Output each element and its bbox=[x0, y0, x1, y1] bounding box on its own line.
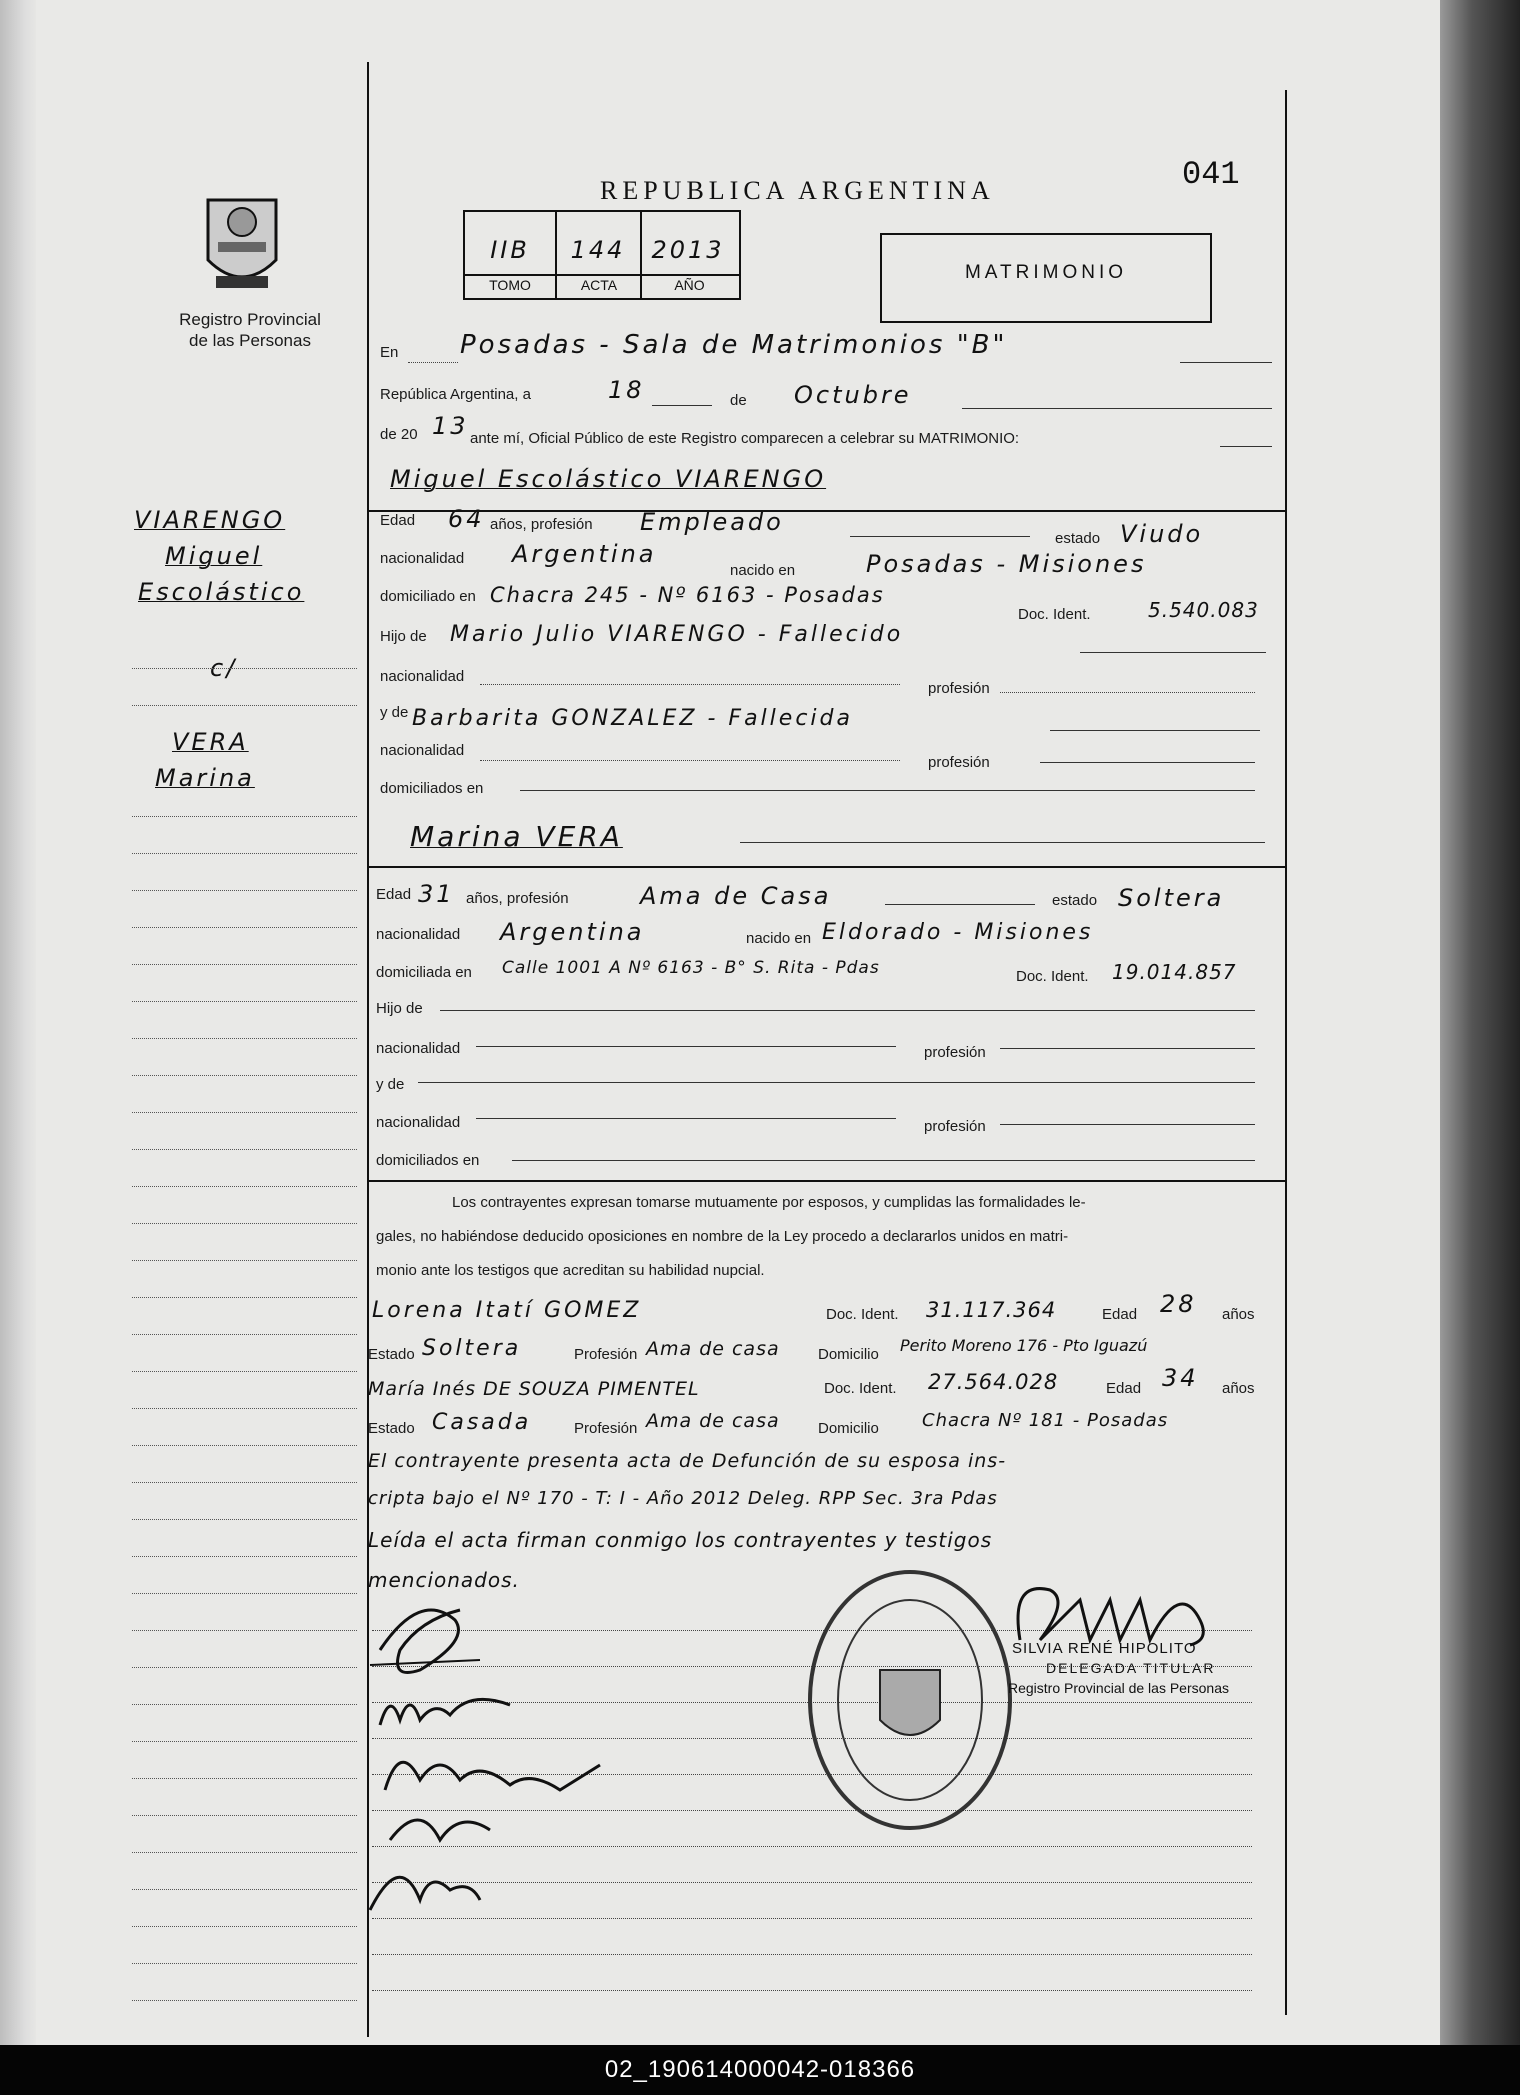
margin-rule bbox=[132, 1112, 357, 1113]
groom-edad-label: Edad bbox=[380, 512, 416, 529]
tomo-label: TOMO bbox=[489, 277, 531, 293]
bride-nacido: Eldorado - Misiones bbox=[822, 920, 1094, 945]
month: Octubre bbox=[794, 381, 912, 409]
year-prefix: de 20 bbox=[380, 426, 418, 443]
ante-text: ante mí, Oficial Público de este Registro comparecen a celebrar su MATRIMONIO: bbox=[470, 430, 1020, 447]
groom-nacionalidad: Argentina bbox=[512, 540, 657, 568]
acta-value: 144 bbox=[570, 236, 626, 264]
registry-line1: Registro Provincial bbox=[179, 310, 321, 329]
margin-connector: c/ bbox=[210, 654, 238, 682]
groom-hijo-label: Hijo de bbox=[380, 628, 427, 645]
witness1-prof-label: Profesión bbox=[574, 1346, 638, 1363]
bride-nac-label: nacionalidad bbox=[376, 926, 461, 943]
book-spine bbox=[0, 0, 36, 2045]
groom-doc-label: Doc. Ident. bbox=[1018, 606, 1091, 623]
anio-value: 2013 bbox=[651, 236, 725, 264]
bride-doc: 19.014.857 bbox=[1112, 960, 1237, 984]
bride-domicilio: Calle 1001 A Nº 6163 - B° S. Rita - Pdas bbox=[502, 958, 880, 978]
bride-prof2-label: profesión bbox=[924, 1118, 986, 1135]
groom-nacido-label: nacido en bbox=[730, 562, 796, 579]
bride-nac2-label: nacionalidad bbox=[376, 1040, 461, 1057]
margin-rule bbox=[132, 890, 357, 891]
witness1-doc-label: Doc. Ident. bbox=[826, 1306, 899, 1323]
witness2-anios-label: años bbox=[1222, 1380, 1255, 1397]
margin-rule bbox=[132, 1704, 357, 1705]
folio-number: 041 bbox=[1182, 156, 1240, 193]
groom-anios-prof-label: años, profesión bbox=[490, 516, 593, 533]
witness1-anios-label: años bbox=[1222, 1306, 1255, 1323]
margin-rule bbox=[132, 1926, 357, 1927]
official-org: Registro Provincial de las Personas bbox=[1008, 1680, 1229, 1696]
bride-anios-prof-label: años, profesión bbox=[466, 890, 569, 907]
year-suffix: 13 bbox=[432, 412, 469, 440]
bride-prof-label: profesión bbox=[924, 1044, 986, 1061]
doc-type: MATRIMONIO bbox=[964, 262, 1128, 283]
margin-rule bbox=[132, 1149, 357, 1150]
registry-line2: de las Personas bbox=[189, 331, 311, 350]
witness2-doc-label: Doc. Ident. bbox=[824, 1380, 897, 1397]
margin-rule bbox=[132, 1408, 357, 1409]
bride-nacido-label: nacido en bbox=[746, 930, 812, 947]
bride-doc-label: Doc. Ident. bbox=[1016, 968, 1089, 985]
margin-rule bbox=[132, 1556, 357, 1557]
groom-name: Miguel Escolástico VIARENGO bbox=[390, 465, 827, 493]
bride-name: Marina VERA bbox=[410, 820, 623, 853]
margin-rule bbox=[132, 1186, 357, 1187]
witness2-prof-label: Profesión bbox=[574, 1420, 638, 1437]
margin-bride-first: Marina bbox=[155, 764, 255, 792]
margin-bride-surname: VERA bbox=[172, 728, 249, 756]
official-stamp-icon bbox=[800, 1560, 1020, 1840]
margin-groom-first: Miguel bbox=[165, 542, 263, 570]
witness1-estado: Soltera bbox=[422, 1336, 522, 1361]
witness2-name: María Inés DE SOUZA PIMENTEL bbox=[368, 1378, 700, 1400]
groom-nacido: Posadas - Misiones bbox=[866, 550, 1147, 578]
bride-yde-label: y de bbox=[376, 1076, 405, 1093]
republica-label: República Argentina, a bbox=[380, 386, 531, 403]
acta-label: ACTA bbox=[580, 277, 618, 293]
witness1-edad: 28 bbox=[1160, 1290, 1197, 1318]
witness1-edad-label: Edad bbox=[1102, 1306, 1138, 1323]
groom-estado: Viudo bbox=[1120, 520, 1204, 548]
groom-estado-label: estado bbox=[1055, 530, 1101, 547]
day: 18 bbox=[608, 376, 645, 404]
groom-nac3-label: nacionalidad bbox=[380, 742, 465, 759]
margin-rule bbox=[132, 1630, 357, 1631]
place: Posadas - Sala de Matrimonios "B" bbox=[460, 330, 1008, 360]
note-line2: cripta bajo el Nº 170 - T: I - Año 2012 Deleg. RPP Sec. 3ra Pdas bbox=[368, 1488, 998, 1509]
margin-rule bbox=[132, 816, 357, 817]
note-line3: Leída el acta firman conmigo los contrayentes y testigos bbox=[368, 1528, 993, 1552]
margin-groom-second: Escolástico bbox=[138, 578, 305, 606]
margin-rule bbox=[132, 1778, 357, 1779]
page-edge bbox=[1440, 0, 1520, 2045]
groom-domicilio: Chacra 245 - Nº 6163 - Posadas bbox=[490, 583, 885, 607]
contrayentes-signatures bbox=[360, 1590, 620, 1950]
witness2-edad-label: Edad bbox=[1106, 1380, 1142, 1397]
declaration-line1: Los contrayentes expresan tomarse mutuamente por esposos, y cumplidas las formalidades le- bbox=[452, 1194, 1086, 1211]
anio-label: AÑO bbox=[674, 277, 705, 293]
bride-domic-label: domiciliados en bbox=[376, 1152, 480, 1169]
bride-nac3-label: nacionalidad bbox=[376, 1114, 461, 1131]
groom-doc: 5.540.083 bbox=[1148, 598, 1259, 622]
margin-rule bbox=[132, 1038, 357, 1039]
declaration-line3: monio ante los testigos que acreditan su habilidad nupcial. bbox=[376, 1262, 765, 1279]
witness2-edad: 34 bbox=[1162, 1364, 1199, 1392]
margin-rule bbox=[132, 1963, 357, 1964]
groom-dom-label: domiciliado en bbox=[380, 588, 476, 605]
margin-rule bbox=[132, 668, 357, 669]
body-rule bbox=[372, 1990, 1252, 1991]
de-label: de bbox=[730, 392, 747, 409]
witness2-dom-label: Domicilio bbox=[818, 1420, 879, 1437]
margin-rule bbox=[132, 1001, 357, 1002]
official-name: SILVIA RENÉ HIPOLITO bbox=[1012, 1640, 1197, 1657]
margin-rule bbox=[132, 1445, 357, 1446]
right-border bbox=[1285, 90, 1287, 2015]
witness1-name: Lorena Itatí GOMEZ bbox=[372, 1298, 642, 1323]
margin-rule bbox=[132, 2000, 357, 2001]
bride-estado-label: estado bbox=[1052, 892, 1098, 909]
margin-rule bbox=[132, 927, 357, 928]
margin-rule bbox=[132, 1297, 357, 1298]
body-rule bbox=[372, 1954, 1252, 1955]
bride-edad-label: Edad bbox=[376, 886, 412, 903]
groom-nac2-label: nacionalidad bbox=[380, 668, 465, 685]
groom-yde-label: y de bbox=[380, 704, 409, 721]
tomo-value: IIB bbox=[490, 236, 530, 264]
witness2-estado-label: Estado bbox=[368, 1420, 415, 1437]
witness2-domicilio: Chacra Nº 181 - Posadas bbox=[922, 1410, 1169, 1431]
margin-rule bbox=[132, 1075, 357, 1076]
margin-rule bbox=[132, 1223, 357, 1224]
margin-rule bbox=[132, 964, 357, 965]
margin-rule bbox=[132, 1889, 357, 1890]
misiones-seal-icon bbox=[198, 190, 286, 300]
margin-rule bbox=[132, 1482, 357, 1483]
margin-groom-surname: VIARENGO bbox=[134, 506, 286, 534]
bride-nacionalidad: Argentina bbox=[500, 918, 645, 946]
margin-rule bbox=[132, 1667, 357, 1668]
bride-estado: Soltera bbox=[1118, 884, 1225, 912]
groom-edad: 64 bbox=[448, 505, 485, 533]
witness1-profesion: Ama de casa bbox=[646, 1338, 780, 1360]
witness2-doc: 27.564.028 bbox=[928, 1370, 1059, 1394]
margin-rule bbox=[132, 1741, 357, 1742]
witness1-domicilio: Perito Moreno 176 - Pto Iguazú bbox=[900, 1336, 1148, 1355]
note-line4: mencionados. bbox=[368, 1568, 520, 1592]
groom-prof-label: profesión bbox=[928, 680, 990, 697]
declaration-line2: gales, no habiéndose deducido oposiciones en nombre de la Ley procedo a declararlos unidos en matri- bbox=[376, 1228, 1069, 1245]
groom-domic-label: domiciliados en bbox=[380, 780, 484, 797]
bride-profesion: Ama de Casa bbox=[640, 882, 832, 910]
groom-prof2-label: profesión bbox=[928, 754, 990, 771]
bride-dom-label: domiciliada en bbox=[376, 964, 472, 981]
witness1-estado-label: Estado bbox=[368, 1346, 415, 1363]
witness2-profesion: Ama de casa bbox=[646, 1410, 780, 1432]
witness1-doc: 31.117.364 bbox=[926, 1298, 1057, 1322]
groom-madre: Barbarita GONZALEZ - Fallecida bbox=[412, 706, 853, 731]
note-line1: El contrayente presenta acta de Defunción de su esposa ins- bbox=[368, 1450, 1007, 1472]
groom-padre: Mario Julio VIARENGO - Fallecido bbox=[450, 622, 904, 647]
official-title: DELEGADA TITULAR bbox=[1046, 1660, 1216, 1676]
republic-title: REPUBLICA ARGENTINA bbox=[600, 176, 995, 205]
bride-edad: 31 bbox=[418, 880, 455, 908]
groom-profesion: Empleado bbox=[640, 508, 784, 536]
margin-rule bbox=[132, 1593, 357, 1594]
en-label: En bbox=[380, 344, 399, 361]
bride-hijo-label: Hijo de bbox=[376, 1000, 423, 1017]
margin-rule bbox=[132, 1852, 357, 1853]
groom-nac-label: nacionalidad bbox=[380, 550, 465, 567]
witness1-dom-label: Domicilio bbox=[818, 1346, 879, 1363]
image-code: 02_190614000042-018366 bbox=[0, 2045, 1520, 2095]
margin-rule bbox=[132, 705, 357, 706]
margin-rule bbox=[132, 1260, 357, 1261]
margin-rule bbox=[132, 853, 357, 854]
margin-rule bbox=[132, 1815, 357, 1816]
margin-rule bbox=[132, 1519, 357, 1520]
margin-rule bbox=[132, 1371, 357, 1372]
margin-rule bbox=[132, 1334, 357, 1335]
witness2-estado: Casada bbox=[432, 1410, 532, 1435]
